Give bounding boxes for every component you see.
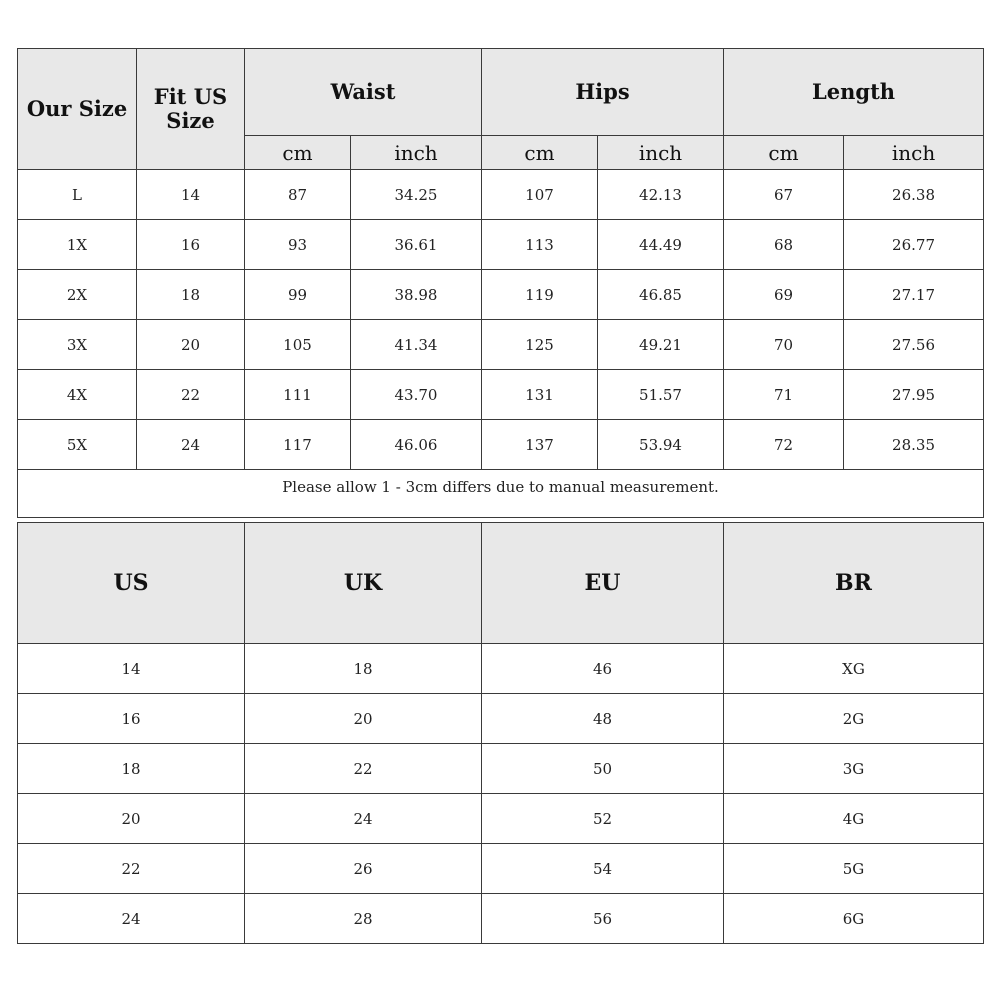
table-row — [18, 894, 984, 944]
header-us: US — [18, 523, 245, 644]
table-row — [18, 844, 984, 894]
size-chart-table — [17, 48, 984, 518]
cell-eu: 56 — [482, 894, 724, 944]
cell-length-cm: 67 — [724, 170, 844, 220]
header-hips: Hips — [482, 49, 724, 136]
table-row — [18, 694, 984, 744]
cell-length-cm: 69 — [724, 270, 844, 320]
header-br: BR — [724, 523, 984, 644]
cell-hips-inch: 46.85 — [598, 270, 724, 320]
cell-hips-inch: 44.49 — [598, 220, 724, 270]
header-hips-inch: inch — [598, 136, 724, 170]
cell-waist-cm: 93 — [245, 220, 351, 270]
cell-length-inch: 27.95 — [844, 370, 984, 420]
table-row — [18, 370, 984, 420]
cell-uk: 26 — [245, 844, 482, 894]
cell-fit-us: 20 — [137, 320, 245, 370]
cell-eu: 50 — [482, 744, 724, 794]
cell-waist-inch: 41.34 — [351, 320, 482, 370]
cell-waist-inch: 36.61 — [351, 220, 482, 270]
cell-uk: 20 — [245, 694, 482, 744]
table-row — [18, 170, 984, 220]
table-row — [18, 744, 984, 794]
cell-eu: 46 — [482, 644, 724, 694]
cell-length-cm: 70 — [724, 320, 844, 370]
cell-br: 6G — [724, 894, 984, 944]
conversion-header-row — [18, 523, 984, 644]
cell-waist-inch: 34.25 — [351, 170, 482, 220]
cell-waist-cm: 105 — [245, 320, 351, 370]
table-row — [18, 644, 984, 694]
cell-uk: 18 — [245, 644, 482, 694]
cell-us: 20 — [18, 794, 245, 844]
cell-fit-us: 24 — [137, 420, 245, 470]
cell-our-size: 3X — [18, 320, 137, 370]
cell-length-inch: 27.56 — [844, 320, 984, 370]
cell-br: XG — [724, 644, 984, 694]
cell-our-size: 1X — [18, 220, 137, 270]
cell-length-inch: 27.17 — [844, 270, 984, 320]
cell-waist-cm: 87 — [245, 170, 351, 220]
cell-waist-cm: 117 — [245, 420, 351, 470]
cell-hips-cm: 137 — [482, 420, 598, 470]
header-uk: UK — [245, 523, 482, 644]
cell-hips-cm: 125 — [482, 320, 598, 370]
header-length-cm: cm — [724, 136, 844, 170]
cell-waist-inch: 38.98 — [351, 270, 482, 320]
cell-uk: 22 — [245, 744, 482, 794]
cell-br: 5G — [724, 844, 984, 894]
header-waist-inch: inch — [351, 136, 482, 170]
cell-hips-inch: 51.57 — [598, 370, 724, 420]
cell-fit-us: 14 — [137, 170, 245, 220]
cell-length-cm: 68 — [724, 220, 844, 270]
cell-uk: 24 — [245, 794, 482, 844]
cell-waist-inch: 43.70 — [351, 370, 482, 420]
cell-us: 18 — [18, 744, 245, 794]
cell-br: 4G — [724, 794, 984, 844]
table-row — [18, 794, 984, 844]
cell-our-size: L — [18, 170, 137, 220]
table-row — [18, 220, 984, 270]
header-waist-cm: cm — [245, 136, 351, 170]
cell-hips-cm: 107 — [482, 170, 598, 220]
header-our-size: Our Size — [18, 49, 137, 170]
cell-fit-us: 22 — [137, 370, 245, 420]
cell-uk: 28 — [245, 894, 482, 944]
cell-length-cm: 71 — [724, 370, 844, 420]
header-waist: Waist — [245, 49, 482, 136]
header-length-inch: inch — [844, 136, 984, 170]
cell-us: 14 — [18, 644, 245, 694]
cell-our-size: 2X — [18, 270, 137, 320]
size-header-row — [18, 49, 984, 136]
cell-us: 24 — [18, 894, 245, 944]
cell-eu: 48 — [482, 694, 724, 744]
cell-fit-us: 18 — [137, 270, 245, 320]
cell-hips-cm: 113 — [482, 220, 598, 270]
header-hips-cm: cm — [482, 136, 598, 170]
header-fit-us-size: Fit US Size — [137, 49, 245, 170]
cell-hips-cm: 131 — [482, 370, 598, 420]
header-length: Length — [724, 49, 984, 136]
table-row — [18, 270, 984, 320]
size-conversion-table — [17, 522, 984, 944]
cell-length-cm: 72 — [724, 420, 844, 470]
cell-hips-inch: 53.94 — [598, 420, 724, 470]
cell-br: 3G — [724, 744, 984, 794]
cell-waist-cm: 111 — [245, 370, 351, 420]
cell-length-inch: 26.77 — [844, 220, 984, 270]
cell-hips-cm: 119 — [482, 270, 598, 320]
cell-waist-inch: 46.06 — [351, 420, 482, 470]
cell-our-size: 4X — [18, 370, 137, 420]
cell-us: 16 — [18, 694, 245, 744]
cell-length-inch: 26.38 — [844, 170, 984, 220]
measurement-note: Please allow 1 - 3cm differs due to manual measurement. — [18, 470, 984, 518]
note-row — [18, 470, 984, 518]
header-eu: EU — [482, 523, 724, 644]
table-row — [18, 320, 984, 370]
cell-eu: 52 — [482, 794, 724, 844]
cell-waist-cm: 99 — [245, 270, 351, 320]
cell-our-size: 5X — [18, 420, 137, 470]
cell-length-inch: 28.35 — [844, 420, 984, 470]
table-row — [18, 420, 984, 470]
cell-eu: 54 — [482, 844, 724, 894]
cell-hips-inch: 49.21 — [598, 320, 724, 370]
cell-br: 2G — [724, 694, 984, 744]
cell-us: 22 — [18, 844, 245, 894]
cell-fit-us: 16 — [137, 220, 245, 270]
cell-hips-inch: 42.13 — [598, 170, 724, 220]
